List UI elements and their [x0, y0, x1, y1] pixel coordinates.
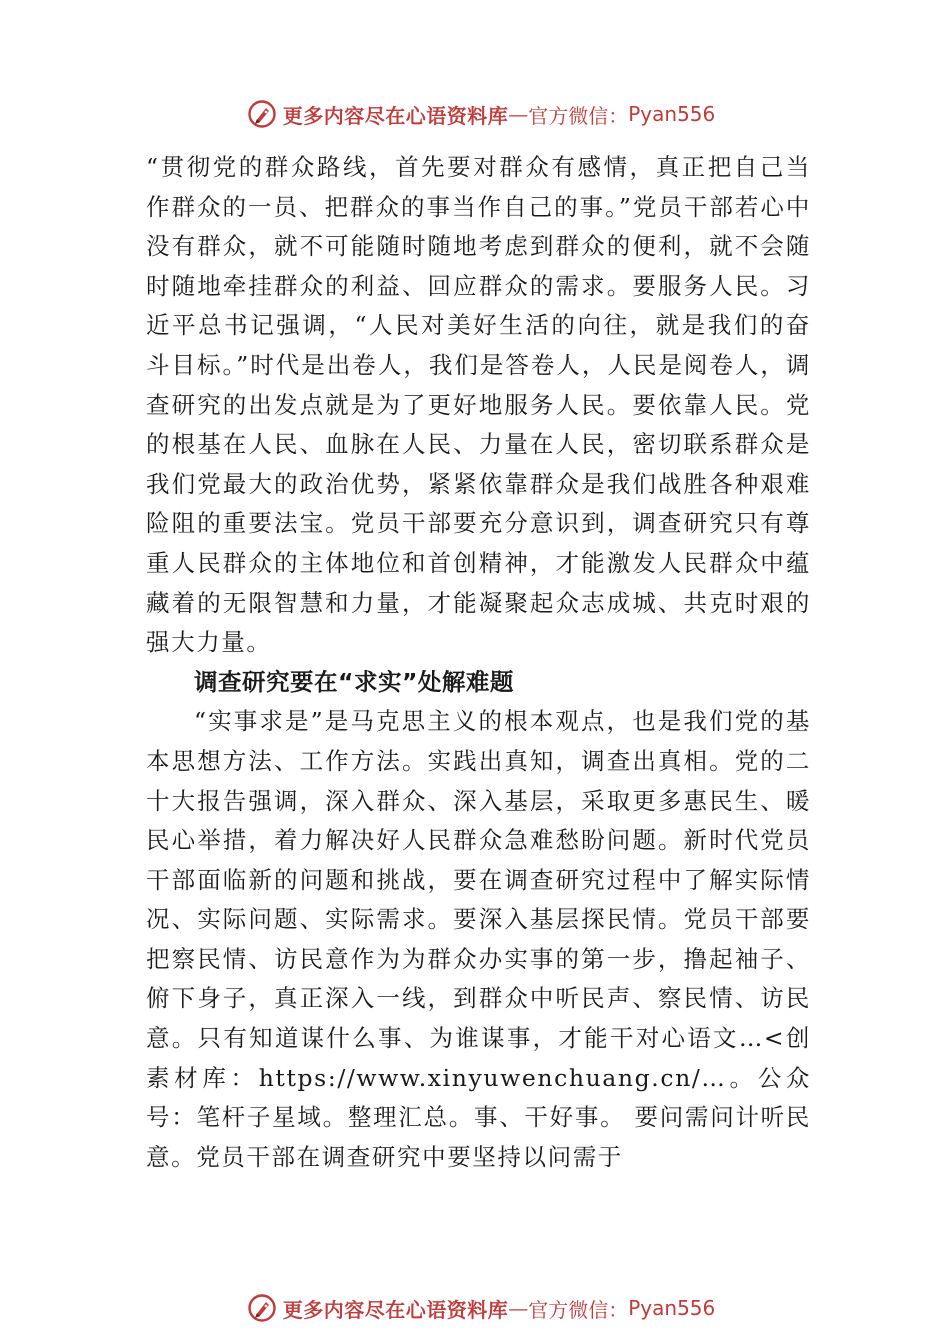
- pen-nib-icon: [247, 99, 277, 129]
- section-heading: 调查研究要在“求实”处解难题: [194, 667, 514, 696]
- footer-banner: [0, 1288, 950, 1328]
- body-paragraph-2: “实事求是”是马克思主义的根本观点，也是我们党的基本思想方法、工作方法。实践出真知，调查出真相。党的二十大报告强调，深入群众、深入基层，采取更多惠民生、暖民心举措，着力解决好人民群众急难愁盼问题。新时代党员干部面临新的问题和挑战，要在调查研究过程中了解实际情况、实际问题、实际需求。要深入基层探民情。党员干部要把察民情、访民意作为为群众办实事的第一步，撸起袖子、俯下身子，真正深入一线，到群众中听民声、察民情、访民意。只有知道谋什么事、为谁谋事，才能干对心语文…<创素材库：https://www.xinyuwenchuang.cn/…。公众号：笔杆子星域。整理汇总。事、干好事。 要问需问计听民意。党员干部在调查研究中要坚持以问需于: [146, 707, 811, 1171]
- footer-wechat-label: 官方微信：: [528, 1297, 629, 1322]
- header-brand-text: 更多内容尽在心语资料库: [282, 103, 509, 128]
- pen-nib-icon: [247, 1293, 277, 1323]
- footer-brand-text: 更多内容尽在心语资料库: [282, 1297, 509, 1322]
- body-paragraph-1: “贯彻党的群众路线，首先要对群众有感情，真正把自己当作群众的一员、把群众的事当作自己的事。”党员干部若心中没有群众，就不可能随时随地考虑到群众的便利，就不会随时随地牵挂群众的利益、回应群众的需求。要服务人民。习近平总书记强调，“人民对美好生活的向往，就是我们的奋斗目标。”时代是出卷人，我们是答卷人，人民是阅卷人，调查研究的出发点就是为了更好地服务人民。要依靠人民。党的根基在人民、血脉在人民、力量在人民，密切联系群众是我们党最大的政治优势，紧紧依靠群众是我们战胜各种艰难险阻的重要法宝。党员干部要充分意识到，调查研究只有尊重人民群众的主体地位和首创精神，才能激发人民群众中蕴藏着的无限智慧和力量，才能凝聚起众志成城、共克时艰的强大力量。: [146, 153, 811, 657]
- footer-wechat-id: Pyan556: [628, 1296, 716, 1320]
- header-banner: [0, 94, 950, 134]
- header-wechat-id: Pyan556: [628, 102, 716, 126]
- document-body: [146, 148, 811, 1177]
- footer-separator: —: [508, 1296, 529, 1320]
- header-separator: —: [508, 102, 529, 126]
- header-wechat-label: 官方微信：: [528, 103, 629, 128]
